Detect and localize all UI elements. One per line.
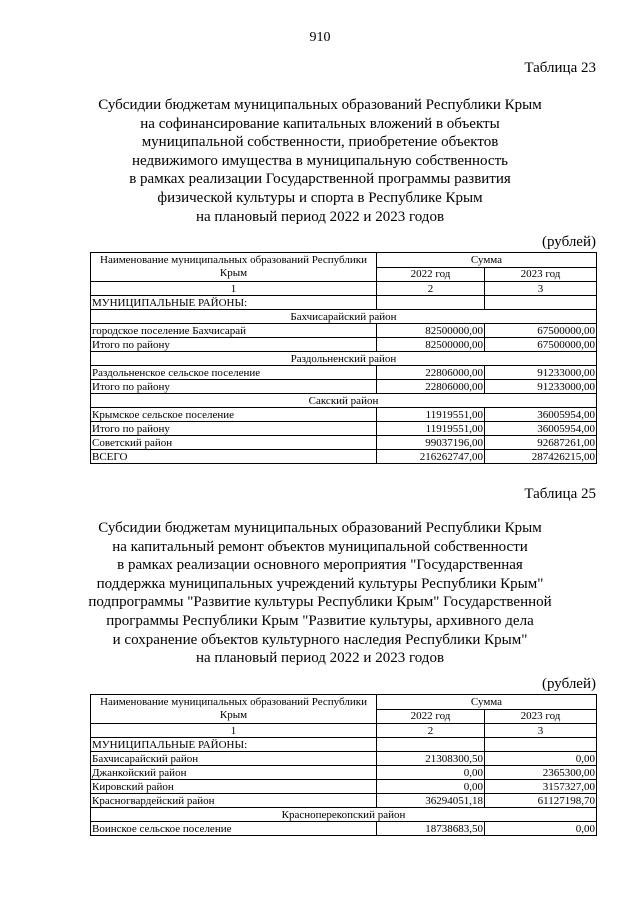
row-2023: 67500000,00 [485,338,597,352]
column-header-year-2023: 2023 год [485,267,597,282]
title-line: на софинансирование капитальных вложений в объекты [140,115,500,132]
title-line: недвижимого имущества в муниципальную собственность [132,152,508,169]
row-2023: 91233000,00 [485,366,597,380]
row-2022: 216262747,00 [377,450,485,464]
table-row [91,794,597,808]
column-number-3: 3 [485,724,597,738]
section-row [91,394,597,408]
column-header-year-2022: 2022 год [377,267,485,282]
table-23 [90,252,597,464]
row-2023: 3157327,00 [485,780,597,794]
title-line: Субсидии бюджетам муниципальных образований Республики Крым [98,520,542,536]
table-row [91,780,597,794]
row-2022: 18738683,50 [377,822,485,836]
row-2022: 36294051,18 [377,794,485,808]
table-25-label: Таблица 25 [524,486,596,502]
table-row [91,766,597,780]
row-2023: 91233000,00 [485,380,597,394]
row-2022: 22806000,00 [377,366,485,380]
row-name: Советский район [91,436,377,450]
title-line: подпрограммы "Развитие культуры Республики Крым" Государственной [88,594,552,611]
page-number: 910 [309,30,331,45]
table-row [91,408,597,422]
column-number-2: 2 [377,282,485,296]
row-2022: 82500000,00 [377,324,485,338]
row-2022: 11919551,00 [377,408,485,422]
column-number-3: 3 [485,282,597,296]
row-name: ВСЕГО [91,450,377,464]
row-2022: 82500000,00 [377,338,485,352]
row-name: Итого по району [91,380,377,394]
row-name: Бахчисарайский район [91,752,377,766]
subtotal-row [91,422,597,436]
row-name: Раздольненское сельское поселение [91,366,377,380]
row-name: Итого по району [91,422,377,436]
section-title: Сакский район [91,394,597,408]
table-25-units: (рублей) [541,676,596,692]
title-line: в рамках реализации основного мероприятия "Государственная [117,557,523,574]
total-row [91,450,597,464]
title-line: и сохранение объектов культурного наследия Республики Крым" [112,631,528,648]
column-header-sum: Сумма [377,695,597,710]
table-23-label: Таблица 23 [524,60,596,76]
subtotal-row [91,380,597,394]
row-2023: 287426215,00 [485,450,597,464]
column-header-sum: Сумма [377,253,597,268]
row-name: МУНИЦИПАЛЬНЫЕ РАЙОНЫ: [91,296,377,310]
row-name: городское поселение Бахчисарай [91,324,377,338]
row-name: Красногвардейский район [91,794,377,808]
column-header-name: Наименование муниципальных образований Республики Крым [91,253,377,282]
title-line: физической культуры и спорта в Республике Крым [157,189,483,206]
row-2022: 99037196,00 [377,436,485,450]
section-row [91,310,597,324]
column-number-2: 2 [377,724,485,738]
row-2022: 0,00 [377,780,485,794]
subtotal-row [91,338,597,352]
row-2022 [377,296,485,310]
table-row [91,738,597,752]
row-2022: 22806000,00 [377,380,485,394]
table-23-units: (рублей) [541,234,596,250]
row-2023: 61127198,70 [485,794,597,808]
row-2023: 0,00 [485,822,597,836]
row-2023: 36005954,00 [485,408,597,422]
section-row [91,352,597,366]
column-number-1: 1 [91,724,377,738]
section-title: Бахчисарайский район [91,310,597,324]
row-name: Джанкойский район [91,766,377,780]
table-row [91,752,597,766]
row-2023 [485,738,597,752]
title-line: на плановый период 2022 и 2023 годов [195,650,445,667]
column-number-1: 1 [91,282,377,296]
column-header-name: Наименование муниципальных образований Республики Крым [91,695,377,724]
row-2023 [485,296,597,310]
row-name: Крымское сельское поселение [91,408,377,422]
row-2023: 92687261,00 [485,436,597,450]
table-row [91,324,597,338]
row-name: Кировский район [91,780,377,794]
row-2022: 21308300,50 [377,752,485,766]
column-header-year-2023: 2023 год [485,709,597,724]
title-line: на капитальный ремонт объектов муниципальной собственности [112,538,528,555]
row-2023: 67500000,00 [485,324,597,338]
title-line: поддержка муниципальных учреждений культуры Республики Крым" [96,575,544,592]
column-header-year-2022: 2022 год [377,709,485,724]
table-row [91,436,597,450]
title-line: в рамках реализации Государственной программы развития [129,171,511,188]
table-row [91,822,597,836]
row-2022 [377,738,485,752]
section-title: Красноперекопский район [91,808,597,822]
table-25 [90,694,597,836]
row-2023: 36005954,00 [485,422,597,436]
section-title: Раздольненский район [91,352,597,366]
section-row [91,808,597,822]
title-line: программы Республики Крым "Развитие культуры, архивного дела [106,612,534,629]
row-2022: 11919551,00 [377,422,485,436]
table-row [91,296,597,310]
row-name: Воинское сельское поселение [91,822,377,836]
table-23-title [40,96,600,226]
table-25-title [40,519,600,668]
row-2023: 2365300,00 [485,766,597,780]
row-name: Итого по району [91,338,377,352]
row-2023: 0,00 [485,752,597,766]
row-2022: 0,00 [377,766,485,780]
row-name: МУНИЦИПАЛЬНЫЕ РАЙОНЫ: [91,738,377,752]
title-line: на плановый период 2022 и 2023 годов [195,208,445,225]
table-row [91,366,597,380]
title-line: муниципальной собственности, приобретение объектов [141,134,499,151]
title-line: Субсидии бюджетам муниципальных образований Республики Крым [98,97,542,113]
